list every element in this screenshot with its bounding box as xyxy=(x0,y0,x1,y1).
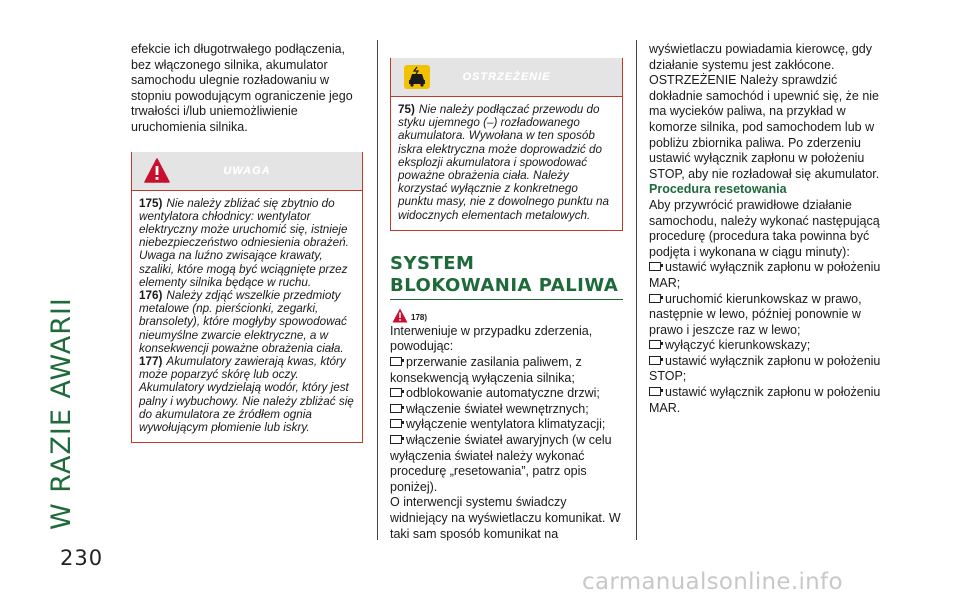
danger-icon xyxy=(392,308,408,323)
list-item: odblokowanie automatyczne drzwi; xyxy=(390,386,623,402)
warning-box-body xyxy=(391,97,622,230)
column-divider xyxy=(377,40,378,540)
column-divider xyxy=(636,40,637,540)
lead-paragraph: Interweniuje w przypadku zderzenia, powodując: xyxy=(390,323,593,354)
bullet-icon xyxy=(390,388,402,397)
bullet-icon xyxy=(390,419,402,428)
list-item: uruchomić kierunkowskaz w prawo, następnie w lewo, później ponownie w prawo i jeszcze raz w lewo; xyxy=(649,291,862,337)
list-item: ustawić wyłącznik zapłonu w położeniu MAR. xyxy=(649,385,881,415)
bullet-icon xyxy=(649,262,661,271)
warning-box-ostrzezenie xyxy=(390,58,623,231)
reference-number: 178) xyxy=(411,312,428,322)
chapter-title-text: W RAZIE AWARII xyxy=(46,297,77,530)
column-3 xyxy=(649,42,889,416)
warning-item: 177) Akumulatory zawierają kwas, który może poparzyć skórę lub oczy. Akumulatory wydzielają wodór, który jest palny i wybuchowy. Nie należy zbliżać się do akumulatora ze źródłem ognia wywołującym płomienie lub iskry. xyxy=(139,355,354,435)
bullet-icon xyxy=(649,356,661,365)
procedure-intro: Aby przywrócić prawidłowe działanie samochodu, należy wykonać następującą procedurę (procedura taka powinna być podjęta i wykonana w ciągu minuty): xyxy=(649,197,880,259)
list-item: włączenie świateł wewnętrznych; xyxy=(390,402,623,418)
warning-box-body xyxy=(132,191,362,443)
warning-item: 75) Nie należy podłączać przewodu do styku ujemnego (–) rozładowanego akumulatora. Wywołana w ten sposób iskra elektryczna może doprowadzić do eksplozji akumulatora i spowodować poważne obrażenia ciała. Należy korzystać wyłącznie z konkretnego punktu masy, nie z dowolnego punktu na widocznych elementach metalowych. xyxy=(398,103,609,222)
caution-paragraph: OSTRZEŻENIE Należy sprawdzić dokładnie samochód i upewnić się, że nie ma wycieków paliwa, na przykład w komorze silnika, pod samochodem lub w pobliżu zbiornika paliwa. Po zderzeniu ustawić wyłącznik zapłonu w położeniu STOP, aby nie rozładował się akumulator. xyxy=(649,73,880,181)
warning-box-uwaga xyxy=(131,152,363,444)
bullet-icon xyxy=(390,357,402,366)
bullet-icon xyxy=(390,404,402,413)
list-item: włączenie świateł awaryjnych (w celu wyłączenia świateł należy wykonać procedurę „resetowania”, patrz opis poniżej). xyxy=(390,432,612,494)
procedure-subheading: Procedura resetowania xyxy=(649,182,787,197)
list-item: ustawić wyłącznik zapłonu w położeniu STOP; xyxy=(649,353,881,384)
bullet-icon xyxy=(390,435,402,444)
warning-box-header xyxy=(391,58,622,97)
bullet-icon xyxy=(649,387,661,396)
chapter-title xyxy=(38,0,118,560)
warning-box-header xyxy=(132,152,362,191)
watermark: carmanualsonline.info xyxy=(582,569,843,595)
list-item: wyłączyć kierunkowskazy; xyxy=(649,338,889,354)
warning-box-title: OSTRZEŻENIE xyxy=(462,71,551,83)
warning-box-title: UWAGA xyxy=(223,164,271,177)
warning-item: 175) Nie należy zbliżać się zbytnio do wentylatora chłodnicy: wentylator elektryczny może uruchomić się, istnieje niebezpieczeństwo odniesienia obrażeń. Uwaga na luźno zwisające krawaty, szaliki, które mogą być wciągnięte przez elementy silnika będące w ruchu. xyxy=(139,196,349,289)
list-item: ustawić wyłącznik zapłonu w położeniu MAR; xyxy=(649,260,881,290)
column-2 xyxy=(390,48,623,542)
warning-item: 176) Należy zdjąć wszelkie przedmioty metalowe (np. pierścionki, zegarki, bransolety), które mogłyby spowodować nieumyślne zwarcie elektryczne, a w konsekwencji poważne obrażenia ciała. xyxy=(139,288,347,355)
bullet-icon xyxy=(649,294,661,303)
bullet-icon xyxy=(649,340,661,349)
list-item: wyłączenie wentylatora klimatyzacji; xyxy=(390,417,623,433)
reference-line xyxy=(390,308,623,324)
closing-paragraph: O interwencji systemu świadczy widniejący na wyświetlaczu komunikat. W taki sam sposób komunikat na xyxy=(390,495,621,541)
page-number: 230 xyxy=(60,546,104,570)
continuation-paragraph: wyświetlaczu powiadamia kierowcę, gdy działanie systemu jest zakłócone. xyxy=(649,42,873,72)
section-heading: SYSTEM BLOKOWANIA PALIWA xyxy=(390,253,623,300)
column-1 xyxy=(131,42,363,443)
intro-paragraph: efekcie ich długotrwałego podłączenia, bez włączonego silnika, akumulator samochodu ulegnie rozładowaniu w stopniu powodującym ograniczenie jego trwałości i/lub uniemożliwienie uruchomienia silnika. xyxy=(131,42,353,134)
list-item: przerwanie zasilania paliwem, z konsekwencją wyłączenia silnika; xyxy=(390,355,582,385)
